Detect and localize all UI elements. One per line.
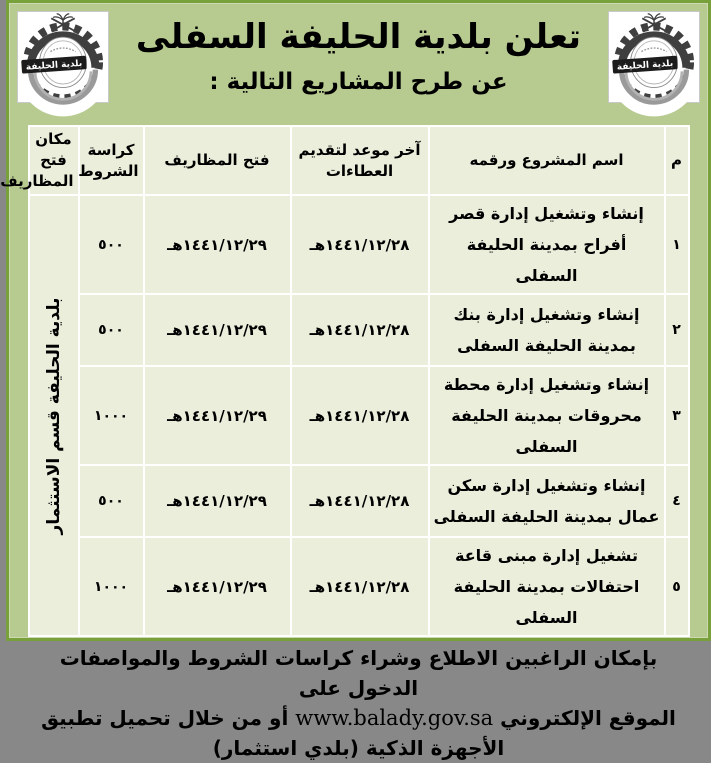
municipality-seal-icon [609, 12, 699, 102]
page-subtitle: عن طرح المشاريع التالية : [209, 69, 508, 95]
footer-line-2-prefix: الموقع الإلكتروني [500, 706, 676, 730]
opening-place-label: بلدية الحليفة قسم الاستثمار [43, 297, 64, 534]
envelope-opening-date: ١٤٤١/١٢/٢٩هـ [144, 294, 291, 366]
col-header-place: مكان فتح المظاريف [29, 126, 79, 195]
table-row [29, 294, 689, 366]
envelope-opening-date: ١٤٤١/١٢/٢٩هـ [144, 195, 291, 294]
project-name: إنشاء وتشغيل إدارة بنك بمدينة الحليفة السفلى [429, 294, 665, 366]
tenders-table [0, 125, 690, 637]
municipality-logo-right [608, 11, 700, 103]
row-number: ٥ [665, 537, 689, 636]
envelope-opening-date: ١٤٤١/١٢/٢٩هـ [144, 465, 291, 537]
municipality-seal-icon [18, 12, 108, 102]
col-header-num: م [665, 126, 689, 195]
row-number: ٤ [665, 465, 689, 537]
col-header-booklet: كراسة الشروط [79, 126, 144, 195]
footer-line-2 [23, 703, 694, 733]
bid-deadline: ١٤٤١/١٢/٢٨هـ [291, 366, 429, 465]
bid-deadline: ١٤٤١/١٢/٢٨هـ [291, 537, 429, 636]
footer-line-1: بإمكان الراغبين الاطلاع وشراء كراسات الشروط والمواصفات الدخول على [59, 646, 658, 700]
booklet-fee: ١٠٠٠ [79, 366, 144, 465]
booklet-fee: ٥٠٠ [79, 294, 144, 366]
row-number: ١ [665, 195, 689, 294]
page-title: تعلن بلدية الحليفة السفلى [135, 17, 582, 57]
opening-place-cell [29, 195, 79, 636]
footer-line-3: الأجهزة الذكية (بلدي استثمار) [212, 736, 505, 760]
col-header-project: اسم المشروع ورقمه [429, 126, 665, 195]
project-name: إنشاء وتشغيل إدارة محطة محروقات بمدينة الحليفة السفلى [429, 366, 665, 465]
booklet-fee: ٥٠٠ [79, 465, 144, 537]
col-header-deadline: آخر موعد لتقديم العطاءات [291, 126, 429, 195]
balady-website-link[interactable]: www.balady.gov.sa [295, 706, 494, 730]
table-row [29, 537, 689, 636]
row-number: ٢ [665, 294, 689, 366]
row-number: ٣ [665, 366, 689, 465]
table-row [29, 465, 689, 537]
project-name: إنشاء وتشغيل إدارة قصر أفراح بمدينة الحليفة السفلى [429, 195, 665, 294]
logo-banner-text: بلدية الحليفة [25, 58, 83, 73]
logo-banner-text: بلدية الحليفة [616, 58, 674, 73]
table-header-row [29, 126, 689, 195]
table-row [29, 366, 689, 465]
col-header-opening: فتح المظاريف [144, 126, 291, 195]
bid-deadline: ١٤٤١/١٢/٢٨هـ [291, 294, 429, 366]
footer-note [9, 643, 708, 763]
booklet-fee: ٥٠٠ [79, 195, 144, 294]
bid-deadline: ١٤٤١/١٢/٢٨هـ [291, 465, 429, 537]
header [9, 3, 708, 113]
bid-deadline: ١٤٤١/١٢/٢٨هـ [291, 195, 429, 294]
title-block [109, 11, 608, 95]
municipality-logo-left [17, 11, 109, 103]
footer-line-2-suffix: أو من خلال تحميل تطبيق [41, 706, 289, 730]
envelope-opening-date: ١٤٤١/١٢/٢٩هـ [144, 537, 291, 636]
table-row [29, 195, 689, 294]
project-name: تشغيل إدارة مبنى قاعة احتفالات بمدينة الحليفة السفلى [429, 537, 665, 636]
envelope-opening-date: ١٤٤١/١٢/٢٩هـ [144, 366, 291, 465]
booklet-fee: ١٠٠٠ [79, 537, 144, 636]
project-name: إنشاء وتشغيل إدارة سكن عمال بمدينة الحليفة السفلى [429, 465, 665, 537]
